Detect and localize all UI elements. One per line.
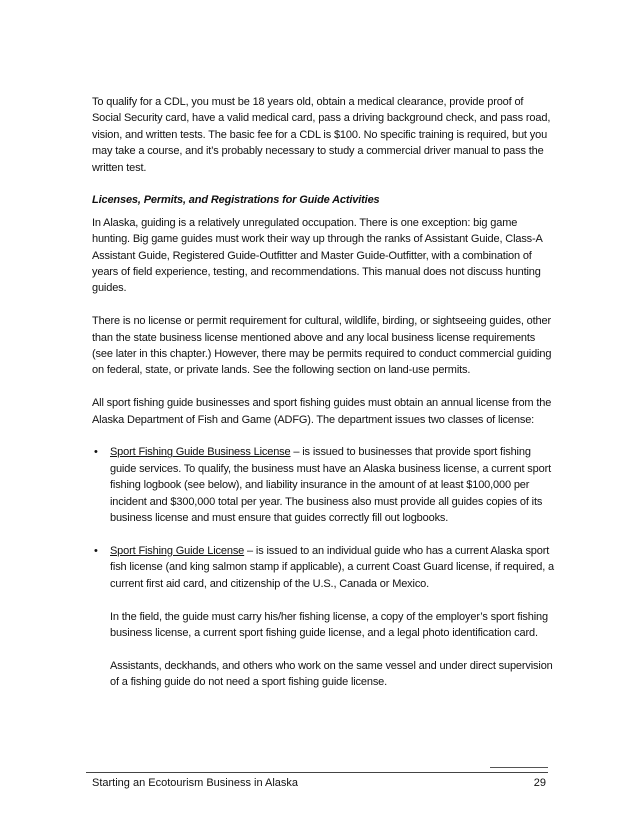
paragraph-field-requirements: In the field, the guide must carry his/her fishing license, a copy of the employer’s sport fishing business license, a current sport fishing guide license, and a legal photo identification card.: [110, 610, 548, 639]
footer-divider-short: [490, 767, 548, 768]
section-heading: Licenses, Permits, and Registrations for Guide Activities: [92, 194, 380, 207]
bullet-icon: •: [94, 446, 98, 459]
guide-license-text: – is issued to an individual guide who has a current Alaska sport fish license (and king salmon stamp if applicable), a current Coast Guard license, if required, a current first aid card, and citizenship of the U.S., Canada or Mexico.: [110, 544, 555, 590]
footer-title: Starting an Ecotourism Business in Alaska: [92, 777, 299, 789]
footer-divider: [86, 772, 548, 773]
paragraph-assistants: Assistants, deckhands, and others who work on the same vessel and under direct supervision of a fishing guide do not need a sport fishing guide license.: [110, 659, 553, 689]
business-license-term: Sport Fishing Guide Business License: [110, 446, 291, 459]
business-license-text: – is issued to businesses that provide sport fishing guide services. To qualify, the business must have an Alaska business license, a current sport fishing logbook (see below), and liability insurance in the amount of at least $100,000 per incident and $300,000 total per year. The business also must provide all guides copies of its business license and must ensure that guides correctly fill out logbooks.: [110, 446, 552, 525]
list-item: [92, 543, 554, 691]
guide-license-term: Sport Fishing Guide License: [110, 544, 245, 557]
paragraph-sport-fishing: All sport fishing guide businesses and sport fishing guides must obtain an annual license from the Alaska Department of Fish and Game (ADFG). The department issues two classes of license:: [92, 397, 552, 426]
bullet-icon: •: [94, 544, 98, 557]
paragraph-cdl: To qualify for a CDL, you must be 18 years old, obtain a medical clearance, provide proof of Social Security card, have a valid medical card, pass a driving background check, and pass road, vision, and written tests. The basic fee for a CDL is $100. No specific training is required, but you may take a course, and it’s probably necessary to study a commercial driver manual to pass the written test.: [92, 96, 551, 174]
paragraph-guiding: In Alaska, guiding is a relatively unregulated occupation. There is one exception: big game hunting. Big game guides must work their way up through the ranks of Assistant Guide, Class-A Assistant Guide, Registered Guide-Outfitter and Master Guide-Outfitter, with a combination of years of field experience, testing, and recommendations. This manual does not discuss hunting guides.: [92, 216, 543, 295]
page-number: 29: [533, 777, 546, 789]
list-item: [92, 444, 554, 526]
paragraph-no-license: There is no license or permit requirement for cultural, wildlife, birding, or sightseeing guides, other than the state business license mentioned above and any local business license requirements (see later in this chapter.) However, there may be permits required to conduct commercial guiding on federal, state, or private lands. See the following section on land-use permits.: [92, 315, 552, 377]
license-list: [92, 444, 554, 690]
page-content: [92, 94, 554, 707]
